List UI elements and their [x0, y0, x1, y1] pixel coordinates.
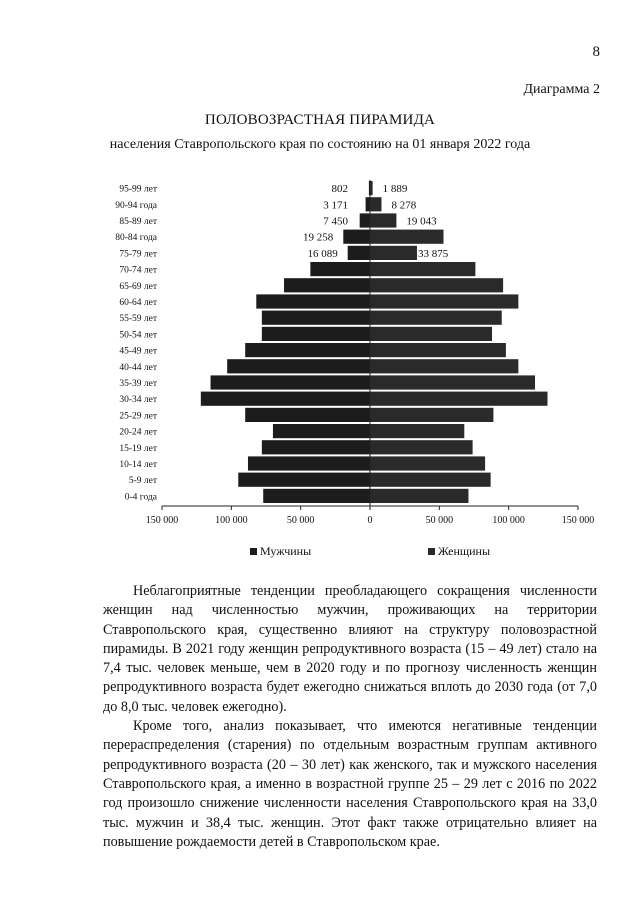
age-group-label: 35-39 лет: [119, 379, 157, 389]
x-tick-label: 0: [367, 515, 373, 526]
legend-label-women: Женщины: [438, 544, 491, 558]
bar-women: [370, 197, 381, 211]
legend-swatch-women: [428, 548, 435, 555]
population-pyramid-chart: [0, 170, 640, 570]
bar-men: [245, 408, 370, 422]
legend-label-men: Мужчины: [260, 544, 312, 558]
bar-women: [370, 392, 547, 406]
bar-women: [370, 456, 485, 470]
bar-women: [370, 359, 518, 373]
bar-women: [370, 294, 518, 308]
bar-men: [211, 375, 370, 389]
bar-men: [262, 440, 370, 454]
age-group-label: 90-94 года: [115, 200, 157, 211]
age-group-label: 30-34 лет: [119, 395, 157, 406]
age-group-label: 5-9 лет: [128, 476, 157, 487]
bar-women: [370, 408, 493, 422]
diagram-label: Диаграмма 2: [523, 82, 600, 97]
bar-men: [248, 456, 370, 470]
age-group-label: 55-59 лет: [119, 314, 157, 325]
bar-women: [370, 262, 475, 276]
bar-women: [370, 311, 502, 325]
x-tick-label: 150 000: [145, 515, 179, 526]
age-group-label: 25-29 лет: [119, 411, 157, 422]
x-tick-label: 50 000: [425, 515, 454, 526]
age-group-label: 60-64 лет: [119, 298, 157, 308]
age-group-label: 50-54 лет: [119, 330, 157, 341]
age-group-label: 85-89 лет: [119, 217, 157, 227]
x-tick-label: 50 000: [286, 515, 315, 526]
bar-men: [273, 424, 370, 438]
paragraph-1: Неблагоприятные тенденции преобладающего сокращения численности женщин над численностью мужчин, проживающих на территории Ставропольского края, существенно влияют на структуру половозрастной пирамиды. В 2021 году женщин репродуктивного возраста (15 – 49 лет) стало на 7,4 тыс. человек меньше, чем в 2020 году и по прогнозу численность женщин репродуктивного возраста будет ежегодно снижаться вплоть до 2030 года (от 7,0 до 8,0 тыс. человек ежегодно).: [103, 583, 597, 715]
bar-men: [245, 343, 370, 357]
bar-men: [360, 213, 370, 227]
bar-women: [370, 230, 443, 244]
x-tick-label: 100 000: [215, 515, 248, 526]
data-label-men: 3 171: [323, 199, 348, 212]
data-label-men: 802: [331, 183, 348, 196]
bar-women: [370, 489, 468, 503]
page-number: 8: [592, 44, 600, 60]
age-group-label: 15-19 лет: [119, 443, 157, 454]
x-tick-label: 150 000: [561, 515, 595, 526]
data-label-women: 1 889: [382, 183, 408, 196]
bar-men: [343, 230, 370, 244]
bar-women: [370, 213, 396, 227]
chart-title: ПОЛОВОЗРАСТНАЯ ПИРАМИДА: [204, 112, 436, 128]
age-group-label: 95-99 лет: [119, 184, 157, 195]
x-tick-label: 100 000: [492, 515, 525, 526]
data-label-women: 33 875: [418, 247, 449, 260]
legend-swatch-men: [250, 548, 257, 555]
age-group-label: 0-4 года: [124, 492, 157, 503]
bar-men: [262, 327, 370, 341]
bar-women: [370, 440, 473, 454]
bar-women: [370, 375, 535, 389]
bar-women: [370, 343, 506, 357]
bar-men: [263, 489, 370, 503]
bar-men: [256, 294, 370, 308]
chart-subtitle: населения Ставропольского края по состоянию на 01 января 2022 года: [109, 137, 531, 152]
data-label-men: 19 258: [303, 231, 334, 244]
bar-men: [348, 246, 370, 260]
data-label-women: 19 043: [406, 215, 437, 228]
age-group-label: 80-84 года: [115, 233, 157, 244]
age-group-label: 10-14 лет: [119, 460, 157, 470]
data-label-women: 8 278: [391, 199, 417, 212]
age-group-label: 20-24 лет: [119, 427, 157, 438]
bar-men: [238, 473, 370, 487]
bar-women: [370, 473, 491, 487]
data-label-men: 16 089: [307, 247, 338, 260]
bar-men: [366, 197, 370, 211]
age-group-label: 70-74 лет: [119, 265, 157, 276]
bar-women: [370, 327, 492, 341]
bar-women: [370, 278, 503, 292]
data-label-men: 7 450: [323, 215, 348, 228]
age-group-label: 65-69 лет: [119, 281, 157, 292]
paragraph-2: Кроме того, анализ показывает, что имеются негативные тенденции перераспределения (старения) по отдельным возрастным группам активного репродуктивного возраста (20 – 30 лет) как женского, так и мужского населения Ставропольского края, а именно в возрастной группе 25 – 29 лет с 2016 по 2022 год произошло снижение численности населения Ставропольского края на 33,0 тыс. мужчин и 38,4 тыс. женщин. Этот факт также отрицательно влияет на повышение рождаемости детей в Ставропольском крае.: [103, 718, 597, 850]
age-group-label: 45-49 лет: [119, 346, 157, 357]
bar-men: [284, 278, 370, 292]
body-text: [103, 582, 597, 852]
bar-women: [370, 246, 417, 260]
bar-men: [310, 262, 370, 276]
bar-men: [262, 311, 370, 325]
bar-women: [370, 424, 464, 438]
age-group-label: 40-44 лет: [119, 362, 157, 373]
bar-men: [227, 359, 370, 373]
age-group-label: 75-79 лет: [119, 249, 157, 260]
bar-men: [201, 392, 370, 406]
